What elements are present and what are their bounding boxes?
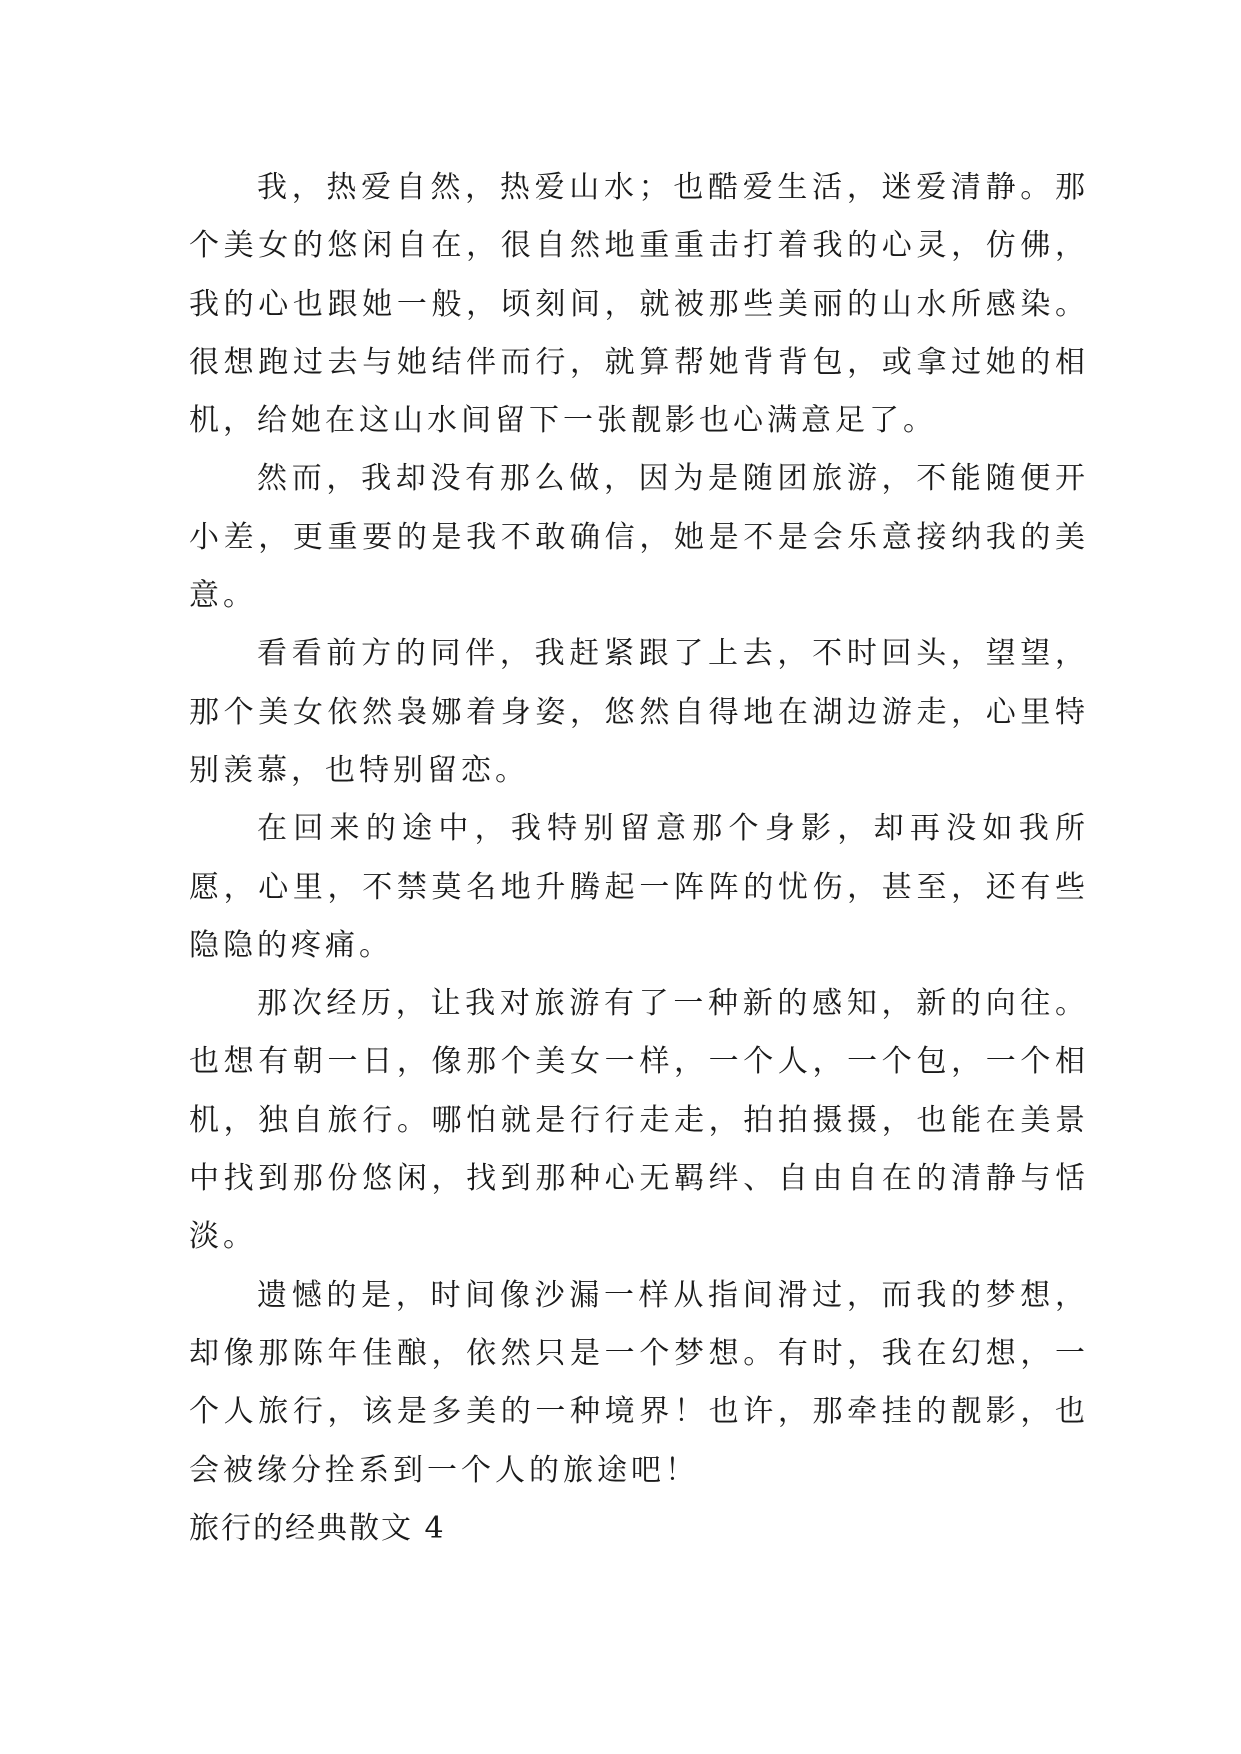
paragraph-2: 然而，我却没有那么做，因为是随团旅游，不能随便开小差，更重要的是我不敢确信，她是不是会乐意接纳我的美意。: [189, 461, 1089, 614]
paragraph-5: 那次经历，让我对旅游有了一种新的感知，新的向往。也想有朝一日，像那个美女一样，一个人，一个包，一个相机，独自旅行。哪怕就是行行走走，拍拍摄摄，也能在美景中找到那份悠闲，找到那种心无羁绊、自由自在的清静与恬淡。: [189, 986, 1089, 1255]
paragraph-6: 遗憾的是，时间像沙漏一样从指间滑过，而我的梦想，却像那陈年佳酿，依然只是一个梦想。有时，我在幻想，一个人旅行，该是多美的一种境界！也许，那牵挂的靓影，也会被缘分拴系到一个人的旅途吧！: [189, 1277, 1089, 1488]
document-body: [189, 159, 1089, 1558]
paragraph-3: 看看前方的同伴，我赶紧跟了上去，不时回头，望望，那个美女依然袅娜着身姿，悠然自得地在湖边游走，心里特别羡慕，也特别留恋。: [189, 636, 1089, 788]
paragraph-4: 在回来的途中，我特别留意那个身影，却再没如我所愿，心里，不禁莫名地升腾起一阵阵的忧伤，甚至，还有些隐隐的疼痛。: [189, 811, 1089, 963]
section-heading: 旅行的经典散文 4: [189, 1510, 446, 1546]
paragraph-1: 我，热爱自然，热爱山水；也酷爱生活，迷爱清静。那个美女的悠闲自在，很自然地重重击打着我的心灵，仿佛，我的心也跟她一般，顷刻间，就被那些美丽的山水所感染。很想跑过去与她结伴而行，就算帮她背背包，或拿过她的相机，给她在这山水间留下一张靓影也心满意足了。: [189, 170, 1089, 439]
